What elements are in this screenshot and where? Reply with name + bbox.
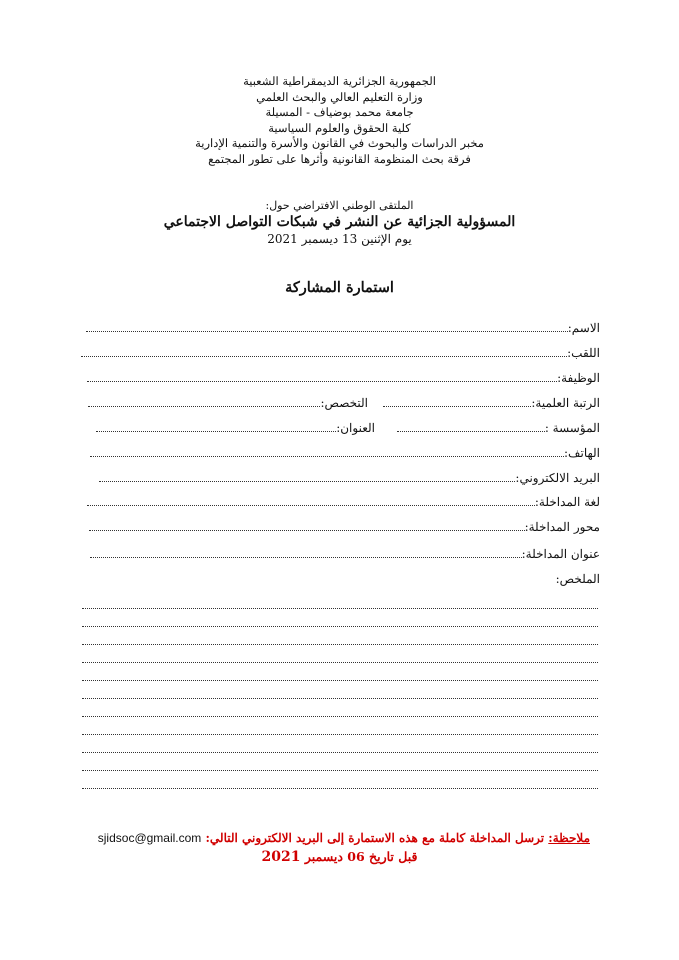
deadline-year: 2021 [261,849,301,865]
event-title: المسؤولية الجزائية عن النشر في شبكات التواصل الاجتماعي [163,214,516,230]
address-field[interactable] [96,421,375,436]
name-field[interactable] [80,321,600,336]
header-line-ministry: وزارة التعليم العالي والبحث العلمي [256,89,423,104]
summary-line[interactable] [82,716,598,717]
note-text: ترسل المداخلة كاملة مع هذه الاستمارة إلى البريد الالكتروني التالي: [201,831,549,845]
language-field[interactable] [80,495,600,510]
deadline-text: قبل تاريخ 06 ديسمبر [304,849,418,864]
email-label: البريد الالكتروني: [515,471,600,485]
rank-specialty-row [80,396,600,412]
header-line-university: جامعة محمد بوضياف - المسيلة [265,105,414,120]
axis-input-line[interactable] [89,520,525,531]
job-field[interactable] [80,371,600,386]
address-label: العنوان: [336,421,375,435]
event-date: يوم الإثنين 13 ديسمبر 2021 [267,232,412,246]
paper-title-field[interactable] [80,547,600,562]
summary-line[interactable] [82,644,598,645]
summary-field [80,572,600,587]
phone-label: الهاتف: [564,446,600,460]
surname-input-line[interactable] [81,346,567,357]
rank-field[interactable] [383,396,600,411]
specialty-input-line[interactable] [88,396,320,407]
institution-address-row [80,421,600,437]
email-input-line[interactable] [99,471,515,482]
summary-line[interactable] [82,788,598,789]
submission-note [90,830,590,846]
header-line-laboratory: مخبر الدراسات والبحوث في القانون والأسرة والتنمية الإدارية [195,136,484,151]
paper-title-label: عنوان المداخلة: [521,547,600,561]
summary-line[interactable] [82,608,598,609]
institution-header [0,74,679,168]
event-info [0,199,679,247]
institution-field[interactable] [397,421,600,436]
address-input-line[interactable] [96,421,336,432]
submission-deadline [0,849,679,865]
name-label: الاسم: [567,321,600,335]
summary-line[interactable] [82,698,598,699]
job-label: الوظيفة: [557,371,600,385]
surname-label: اللقب: [567,346,600,360]
summary-line[interactable] [82,752,598,753]
header-line-republic: الجمهورية الجزائرية الديمقراطية الشعبية [243,74,436,88]
rank-label: الرتبة العلمية: [531,396,600,410]
institution-input-line[interactable] [397,421,545,432]
summary-line[interactable] [82,626,598,627]
summary-label: الملخص: [555,572,600,586]
contact-email[interactable]: sjidsoc@gmail.com [97,831,202,845]
note-label: ملاحظة: [548,831,590,845]
axis-label: محور المداخلة: [524,520,600,534]
email-field[interactable] [80,471,600,486]
paper-title-input-line[interactable] [90,547,522,558]
surname-field[interactable] [80,346,600,361]
axis-field[interactable] [80,520,600,535]
job-input-line[interactable] [87,371,557,382]
event-intro: الملتقى الوطني الافتراضي حول: [265,199,414,212]
name-input-line[interactable] [86,321,568,332]
summary-line[interactable] [82,680,598,681]
header-line-research-team: فرقة بحث المنظومة القانونية وأثرها على تطور المجتمع [208,151,471,166]
language-input-line[interactable] [87,495,535,506]
summary-line[interactable] [82,734,598,735]
summary-line[interactable] [82,770,598,771]
institution-label: المؤسسة : [544,421,600,435]
summary-line[interactable] [82,662,598,663]
phone-input-line[interactable] [90,446,564,457]
form-title: استمارة المشاركة [285,279,394,296]
header-line-faculty: كلية الحقوق والعلوم السياسية [268,120,411,135]
phone-field[interactable] [80,446,600,461]
specialty-label: التخصص: [320,396,368,410]
rank-input-line[interactable] [383,396,531,407]
language-label: لغة المداخلة: [534,495,600,509]
specialty-field[interactable] [88,396,368,411]
